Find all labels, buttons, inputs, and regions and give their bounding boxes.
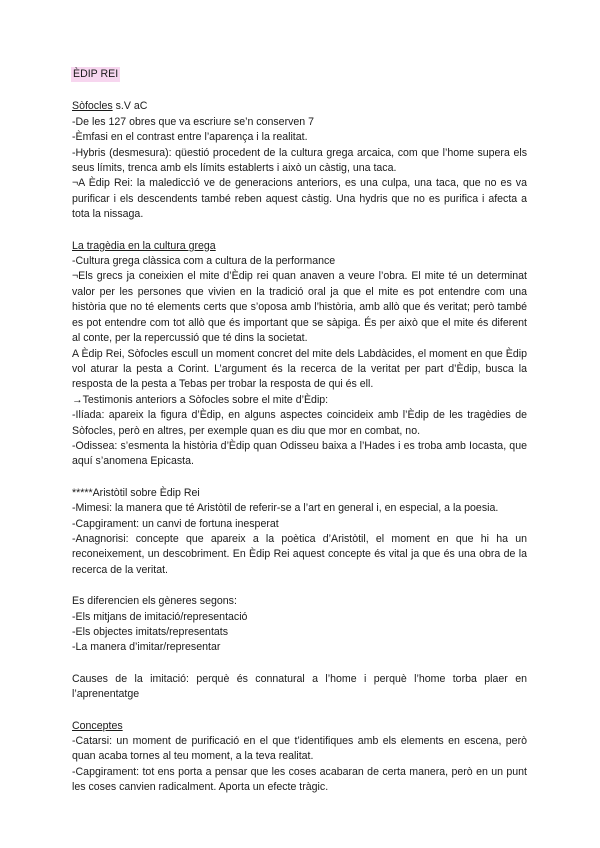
- section-aristotil: [72, 486, 527, 578]
- section-conceptes: [72, 719, 527, 796]
- paragraph: -Hybris (desmesura): qüestió procedent de la cultura grega arcaica, com que l’home supera els seus límits, trenca amb els límits establerts i això un càstig, una taca.: [72, 146, 527, 175]
- heading-suffix: s.V aC: [112, 100, 148, 113]
- heading-generes: Es diferencien els gèneres segons:: [72, 595, 237, 608]
- paragraph: -Catarsi: un moment de purificació en el que t’identifiques amb els elements en escena, però quan acaba tornes al teu moment, a la teva realitat.: [72, 735, 527, 763]
- section-generes: [72, 594, 527, 656]
- paragraph: -Capgirament: tot ens porta a pensar que les coses acabaran de certa manera, però en un punt les coses canvien radicalment. Aporta un efecte tràgic.: [72, 765, 527, 794]
- paragraph: -De les 127 obres que va escriure se’n conserven 7: [72, 115, 315, 128]
- title-line: [72, 67, 527, 82]
- paragraph: ¬Els grecs ja coneixien el mite d’Èdip rei quan anaven a veure l’obra. El mite té un determinat valor per les persones que vivien en la tradició oral ja que el mite es pot entendre com una història que no té elements certs que s’oposa amb l’història, amb allò que és veritat; però també es pot entendre com tot allò que és important que se sàpiga. És per això que el mite és diferent al conte, per la repercussió que té dins la societat.: [72, 270, 527, 345]
- list-item: -La manera d’imitar/representar: [72, 641, 221, 654]
- paragraph: Causes de la imitació: perquè és connatural a l’home i perquè l’home torba plaer en l’aprenentatge: [72, 672, 527, 701]
- page-title: ÈDIP REI: [73, 68, 119, 80]
- section-sofocles: [72, 99, 527, 222]
- paragraph: -Ilíada: apareix la figura d’Èdip, en alguns aspectes coincideix amb l’Èdip de les tragèdies de Sòfocles, però en altres, per exemple quan es diu que mor en combat, no.: [72, 409, 527, 437]
- document-content: [72, 67, 527, 796]
- heading-conceptes: Conceptes: [72, 719, 123, 732]
- list-item: -Els mitjans de imitació/representació: [72, 610, 248, 623]
- paragraph: A Èdip Rei, Sòfocles escull un moment concret del mite dels Labdàcides, el moment en que Èdip vol aturar la pesta a Corint. L’argument és la recerca de la veritat per part d’Èdip, busca la resposta de la pesta a Tebas per trobar la resposta de qui és ell.: [72, 347, 527, 391]
- paragraph: -Anagnorisi: concepte que apareix a la poètica d’Aristòtil, el moment en que hi ha un reconeixement, un descobriment. En Èdip Rei aquest concepte és vital ja que és una obra de la recerca de la veritat.: [72, 532, 527, 576]
- section-tragedia: [72, 239, 527, 470]
- heading-sofocles: Sòfocles: [72, 100, 113, 113]
- list-item: -Els objectes imitats/representats: [72, 626, 229, 638]
- paragraph: -Capgirament: un canvi de fortuna inesperat: [72, 517, 279, 530]
- paragraph: -Cultura grega clàssica com a cultura de la performance: [72, 255, 336, 268]
- section-heading: [72, 99, 527, 114]
- paragraph: -Odissea: s’esmenta la història d’Èdip quan Odisseu baixa a l’Hades i es troba amb Iocasta, que aquí s’anomena Epicasta.: [72, 439, 527, 468]
- paragraph: -Èmfasi en el contrast entre l’aparença i la realitat.: [72, 131, 308, 144]
- paragraph: -Mimesi: la manera que té Aristòtil de referir-se a l’art en general i, en especial, a la poesia.: [72, 502, 499, 515]
- section-causes: [72, 672, 527, 703]
- paragraph: →Testimonis anteriors a Sòfocles sobre el mite d’Èdip:: [72, 393, 329, 406]
- heading-tragedia: La tragèdia en la cultura grega: [72, 239, 216, 252]
- heading-aristotil: *****Aristòtil sobre Èdip Rei: [72, 486, 200, 499]
- paragraph: ¬A Èdip Rei: la malediccìó ve de generacions anteriors, es una culpa, una taca, que no es va purificar i els descendents també reben aquest càstig. Una hydris que no es purifica i afecta a tota la nissaga.: [72, 177, 527, 221]
